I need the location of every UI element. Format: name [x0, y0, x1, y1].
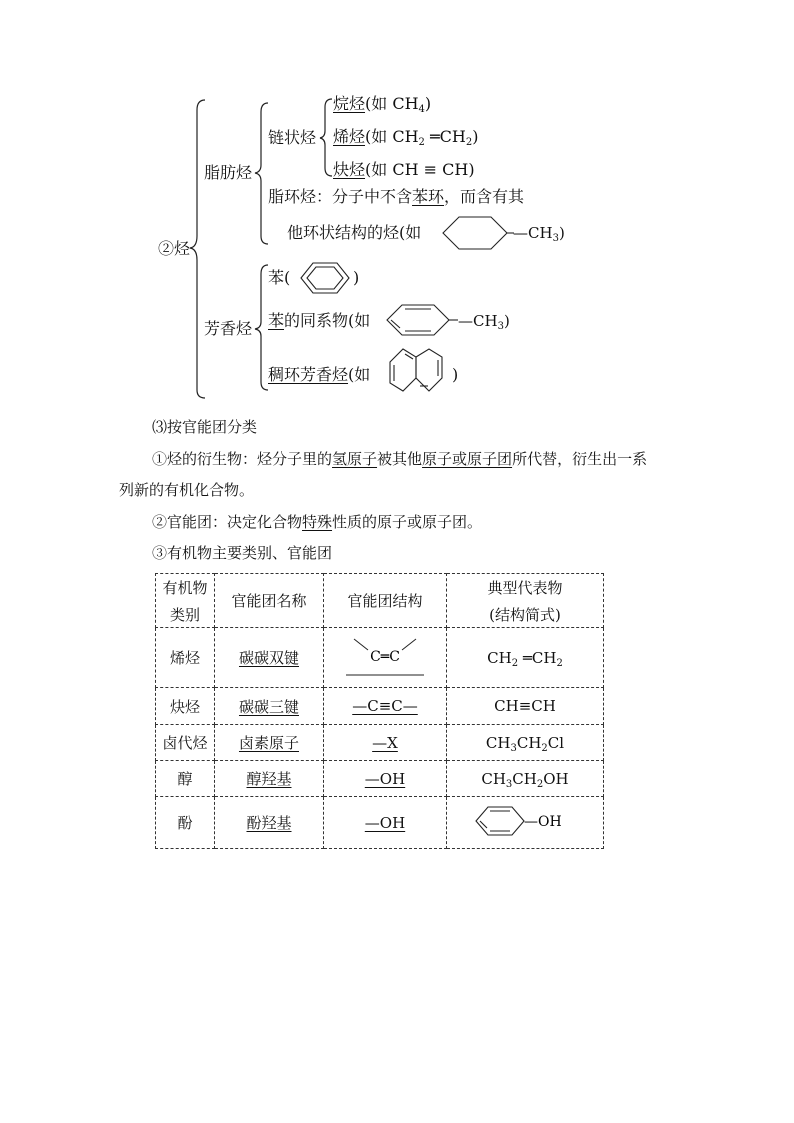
aliphatic-label: 脂肪烃	[204, 163, 253, 182]
p1-key-group: 原子或原子团	[422, 450, 513, 468]
alicyclic-ch3	[513, 224, 565, 244]
alkyne-line	[333, 162, 475, 178]
chain-label: 链状烃	[268, 128, 317, 147]
alkane-sub: 4	[418, 104, 425, 115]
table-row	[156, 688, 604, 725]
header-example-l2: (结构简式)	[489, 605, 561, 624]
paragraph-3: ③有机物主要类别、官能团	[152, 544, 333, 562]
aromatic-label: 芳香烃	[204, 319, 253, 338]
alkane-close: )	[424, 94, 432, 113]
structure-text: —OH	[364, 813, 406, 832]
section-heading: ⑶按官能团分类	[152, 418, 258, 436]
root-brace	[190, 100, 205, 398]
alkene-sub1: 2	[418, 137, 425, 148]
cell-example: $CH_3CH_2Cl$	[447, 725, 604, 761]
alicyclic-ch3-text: —CH	[513, 224, 553, 242]
alkene-close: )	[472, 127, 479, 146]
alkene-line	[333, 127, 479, 148]
alicyclic-line1	[268, 189, 524, 205]
p2-a: ②官能团：决定化合物	[152, 513, 303, 531]
toluene-structure	[387, 305, 458, 335]
cell-example	[447, 797, 604, 849]
cell-structure	[324, 761, 447, 797]
structure-text: —X	[372, 733, 398, 752]
benzene-structure	[301, 263, 349, 293]
cell-structure	[324, 797, 447, 849]
paragraph-1-cont: 列新的有机化合物。	[119, 481, 255, 499]
homolog-rest: 的同系物(如	[284, 311, 371, 330]
cell-example: $CH_3CH_2OH$	[447, 761, 604, 797]
benzene-label: 苯(	[268, 268, 291, 287]
chain-brace	[320, 99, 332, 176]
header-category	[156, 574, 215, 628]
fused-line	[268, 367, 370, 383]
alkane-formula: (如 CH	[365, 94, 419, 113]
alicyclic-close: )	[558, 224, 565, 242]
cell-category: 醇	[156, 761, 215, 797]
alicyclic-rest1: ：分子中不含	[316, 187, 413, 206]
table-row	[156, 761, 604, 797]
paragraph-1	[152, 452, 647, 467]
benzene-close: )	[353, 268, 360, 287]
root-label: ②烃	[158, 239, 191, 258]
group-name: 酚羟基	[246, 814, 292, 832]
cell-group	[215, 761, 324, 797]
structure-text: —C≡C—	[352, 697, 418, 715]
table-row	[156, 628, 604, 688]
p2-c: 性质的原子或原子团。	[332, 513, 483, 531]
fused-rest: (如	[348, 365, 371, 384]
homolog-ch3-sub: 3	[497, 321, 504, 332]
structure-text: C═C	[370, 648, 400, 665]
phenol-structure	[470, 801, 580, 841]
p1-key-hydrogen: 氢原子	[332, 450, 378, 468]
cell-category: 炔烃	[156, 688, 215, 725]
cell-category: 酚	[156, 797, 215, 849]
alkyne-formula: (如 CH ≡ CH)	[365, 160, 475, 179]
phenol-oh: —OH	[524, 813, 562, 830]
cell-example: $CH_2$ $═CH_2$	[447, 628, 604, 688]
alkane-name: 烷烃	[333, 94, 366, 113]
cell-group	[215, 797, 324, 849]
cell-structure	[324, 725, 447, 761]
table-row	[156, 797, 604, 849]
group-name: 碳碳三键	[238, 697, 299, 716]
aromatic-brace	[255, 265, 268, 390]
header-group-name: 官能团名称	[215, 574, 324, 628]
alkene-name: 烯烃	[333, 127, 366, 146]
alkyne-name: 炔烃	[333, 160, 366, 179]
alkene-mid: ═CH	[424, 127, 466, 146]
alkene-formula: (如 CH	[365, 127, 419, 146]
aliphatic-brace	[255, 103, 268, 244]
homolog-ch3-text: —CH	[458, 312, 498, 330]
functional-group-table	[155, 573, 604, 849]
cell-group	[215, 628, 324, 688]
naphthalene-structure	[390, 349, 442, 391]
header-category-l2: 类别	[169, 605, 200, 624]
alicyclic-key: 苯环	[412, 187, 445, 206]
homolog-close: )	[503, 312, 510, 330]
table-header-row	[156, 574, 604, 628]
alicyclic-name: 脂环烃	[268, 187, 317, 206]
homolog-name: 苯	[268, 311, 285, 330]
homolog-ch3	[458, 312, 510, 332]
cell-structure	[324, 628, 447, 688]
group-name: 醇羟基	[246, 770, 292, 788]
header-example	[447, 574, 604, 628]
fused-close: )	[452, 365, 459, 384]
alkene-double-bond-structure	[340, 633, 430, 679]
cell-example: CH≡CH	[447, 688, 604, 725]
fused-name: 稠环芳香烃	[268, 365, 349, 384]
alicyclic-line2-text: 他环状结构的烃(如	[287, 223, 422, 242]
p1-e: 所代替，衍生出一系	[512, 450, 648, 468]
alkene-sub2: 2	[465, 137, 473, 148]
header-group-structure: 官能团结构	[324, 574, 447, 628]
p1-a: ①烃的衍生物：烃分子里的	[152, 450, 333, 468]
p1-c: 被其他	[377, 450, 423, 468]
alicyclic-ch3-sub: 3	[552, 233, 559, 244]
alicyclic-rest2: ，而含有其	[444, 187, 525, 206]
header-category-l1: 有机物	[162, 578, 208, 597]
p2-key: 特殊	[302, 513, 333, 531]
group-name: 卤素原子	[238, 734, 299, 752]
homolog-line	[268, 313, 370, 329]
alkane-line	[333, 94, 432, 115]
methylcyclohexane-structure	[443, 217, 514, 249]
paragraph-2	[152, 515, 482, 530]
cell-group	[215, 688, 324, 725]
header-example-l1: 典型代表物	[487, 578, 563, 597]
structure-text: —OH	[364, 769, 406, 788]
group-name: 碳碳双键	[238, 649, 299, 667]
cell-category: 卤代烃	[156, 725, 215, 761]
cell-group	[215, 725, 324, 761]
cell-category: 烯烃	[156, 628, 215, 688]
table-row	[156, 725, 604, 761]
cell-structure	[324, 688, 447, 725]
